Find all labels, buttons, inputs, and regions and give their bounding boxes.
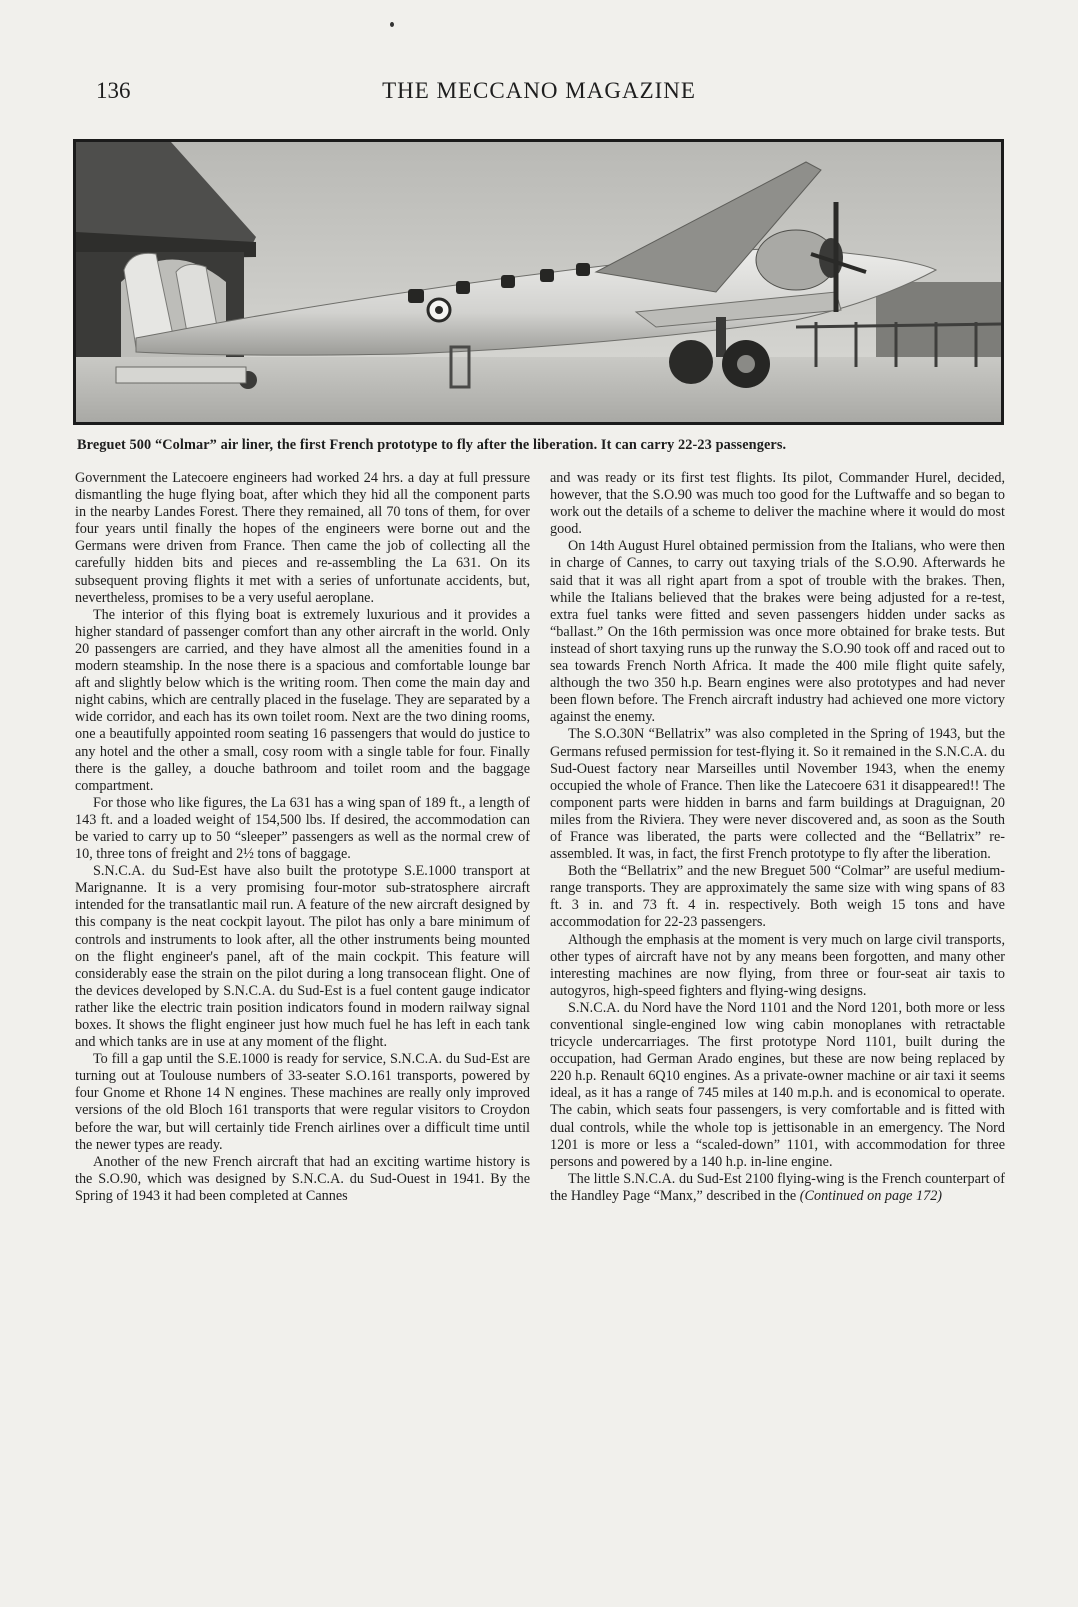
- paragraph: The S.O.30N “Bellatrix” was also completed in the Spring of 1943, but the Germans refused permission for test-flying it. So it remained in the S.N.C.A. du Sud-Ouest factory near Marseilles until November 1943, when the enemy occupied the whole of France. Then like the Latecoere 631 it disappeared!! The component parts were hidden in barns and farm buildings at Draguignan, 20 miles from the Riviera. They were never discovered and, as soon as the South of France was liberated, the parts were collected and the “Bellatrix” re-assembled. It was, in fact, the first French prototype to fly after the liberation.: [550, 726, 1005, 863]
- paragraph-last: [550, 1171, 1005, 1205]
- paragraph: The interior of this flying boat is extremely luxurious and it provides a higher standard of passenger comfort than any other aircraft in the world. Only 20 passengers are carried, and they have almost all the amenities found in a modern steamship. In the nose there is a spacious and comfortable lounge bar aft and slightly below which is the writing room. Then come the main day and night cabins, which are centrally placed in the fuselage. They are separated by a wide corridor, and each has its own toilet room. Next are the two dining rooms, one a beautifully appointed room seating 16 passengers that would do justice to any hotel and the other a small, cosy room with a single table for four. Finally there is the galley, a douche bathroom and toilet room and the baggage compartment.: [75, 606, 530, 794]
- breguet-colmar-illustration: [76, 142, 1001, 422]
- paragraph-text: The little S.N.C.A. du Sud-Est 2100 flying-wing is the French counterpart of the Handley Page “Manx,” described in the: [550, 1170, 1005, 1204]
- photo-caption: Breguet 500 “Colmar” air liner, the first French prototype to fly after the liberation. It can carry 22-23 passengers.: [77, 437, 787, 453]
- page-speck: [390, 22, 394, 27]
- article-column-right: [550, 470, 1005, 1205]
- continued-note: (Continued on page 172): [799, 1187, 943, 1204]
- article-column-left: [75, 470, 530, 1205]
- paragraph: On 14th August Hurel obtained permission from the Italians, who were then in charge of Cannes, to carry out taxying trials of the S.O.90. Afterwards he said that it was all right apart from a spot of trouble with the brakes. Then, while the Italians believed that the brakes were being adjusted for a re-test, extra fuel tanks were fitted and seven passengers hidden under sacks as “ballast.” On the 16th permission was once more obtained for brake tests. But instead of short taxying runs up the runway the S.O.90 took off and raced out to sea towards French North Africa. It made the 400 mile flight quite safely, although the two 350 h.p. Bearn engines were also prototypes and had never been flown before. The French aircraft industry had achieved one more victory against the enemy.: [550, 538, 1005, 726]
- paragraph: For those who like figures, the La 631 has a wing span of 189 ft., a length of 143 ft. and a loaded weight of 154,500 lbs. If desired, the accommodation can be varied to carry up to 50 “sleeper” passengers as well as the normal crew of 10, three tons of freight and 2½ tons of baggage.: [75, 794, 530, 863]
- paragraph: Although the emphasis at the moment is very much on large civil transports, other types of aircraft have not by any means been forgotten, and many other interesting machines are now flying, from three or four-seat air taxis to autogyros, high-speed fighters and flying-wing designs.: [550, 931, 1005, 999]
- paragraph: S.N.C.A. du Nord have the Nord 1101 and the Nord 1201, both more or less conventional single-engined low wing cabin monoplanes with retractable tricycle undercarriages. The first prototype Nord 1101, built during the occupation, had German Arado engines, but these are now being replaced by 220 h.p. Renault 6Q10 engines. As a private-owner machine or air taxi it seems ideal, as it has a range of 745 miles at 140 m.p.h. and is economical to operate. The cabin, which seats four passengers, is very comfortable and is fitted with dual controls, while the whole top is jettisonable in an emergency. The Nord 1201 is more or less a “scaled-down” 1101, with accommodation for three persons and powered by a 140 h.p. in-line engine.: [550, 999, 1005, 1170]
- paragraph: To fill a gap until the S.E.1000 is ready for service, S.N.C.A. du Sud-Est are turning out at Toulouse numbers of 33-seater S.O.161 transports, powered by four Gnome et Rhone 14 N engines. These machines are really only improved versions of the old Bloch 161 transports that were regular visitors to Croydon before the war, but will certainly tide French airlines over a difficult time until the newer types are ready.: [75, 1051, 530, 1153]
- paragraph: S.N.C.A. du Sud-Est have also built the prototype S.E.1000 transport at Marignanne. It is a very promising four-motor sub-stratosphere aircraft intended for the transatlantic mail run. A feature of the new aircraft designed by this company is the neat cockpit layout. The pilot has only a bare minimum of controls and instruments to look after, all the other instruments being mounted on the flight engineer's panel, aft of the main cockpit. This feature will considerably ease the strain on the pilot during a long transocean flight. One of the devices developed by S.N.C.A. du Sud-Est is a fuel content gauge indicator rather like the electric train position indicators found in modern railway signal boxes. It shows the flight engineer just how much fuel he has left in each tank and which tanks are in use at any moment of the flight.: [75, 863, 530, 1051]
- paragraph: Another of the new French aircraft that had an exciting wartime history is the S.O.90, which was designed by S.N.C.A. du Sud-Ouest in 1941. By the Spring of 1943 it had been completed at Cannes: [75, 1153, 530, 1204]
- page-header: [0, 78, 1078, 110]
- paragraph: Government the Latecoere engineers had worked 24 hrs. a day at full pressure dismantling the huge flying boat, after which they hid all the component parts in the nearby Landes Forest. There they remained, all 70 tons of them, for over four years until finally the hopes of the engineers were borne out and the Germans were driven from France. Then came the job of collecting all the carefully hidden bits and pieces and re-assembling the La 631. On its subsequent proving flights it met with a series of unfortunate accidents, but, nevertheless, promises to be a very useful aeroplane.: [75, 470, 530, 606]
- paragraph: Both the “Bellatrix” and the new Breguet 500 “Colmar” are useful medium-range transports. They are approximately the same size with wing spans of 83 ft. 3 in. and 73 ft. 4 in. respectively. Both weigh 15 tons and have accommodation for 22-23 passengers.: [550, 863, 1005, 931]
- aircraft-photo: [73, 139, 1004, 425]
- paragraph: and was ready or its first test flights. Its pilot, Commander Hurel, decided, however, that the S.O.90 was much too good for the Luftwaffe and so began to work out the details of a scheme to deliver the machine where it would do most good.: [550, 470, 1005, 538]
- page-number: 136: [96, 78, 131, 103]
- magazine-title: THE MECCANO MAGAZINE: [382, 78, 696, 103]
